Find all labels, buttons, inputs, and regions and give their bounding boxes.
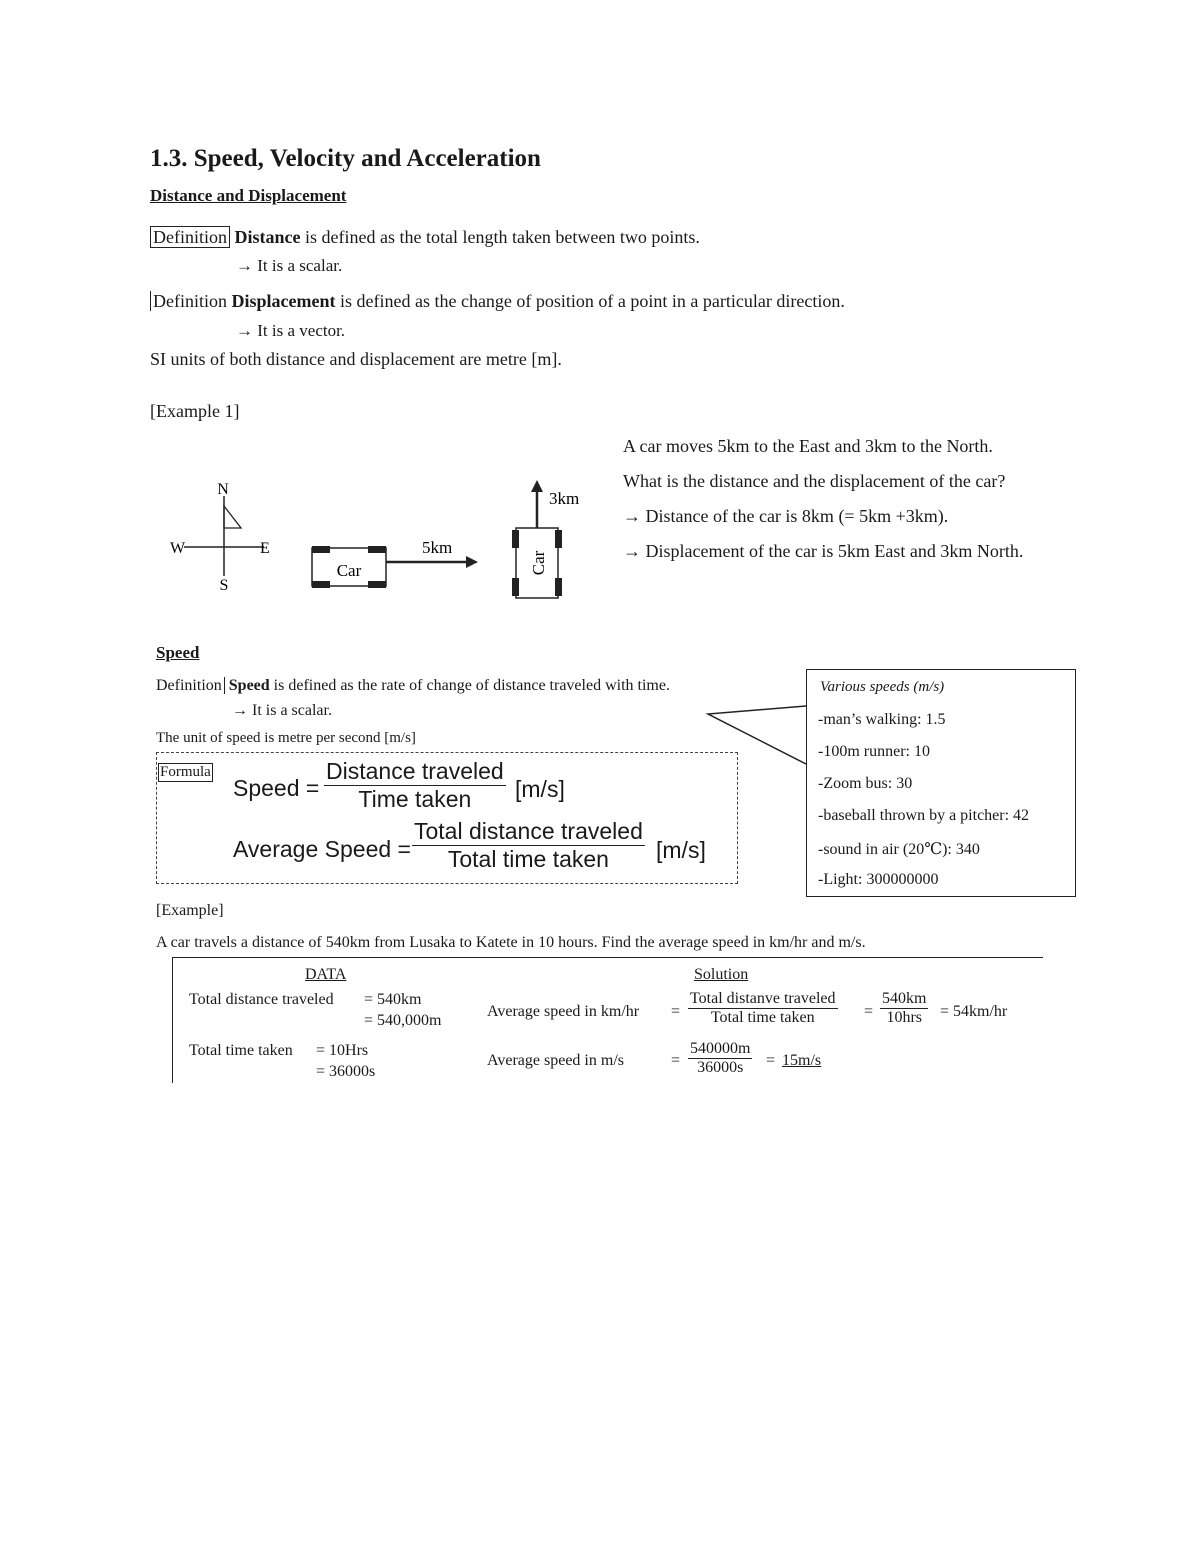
car-wheel xyxy=(555,530,562,548)
speed-formula-fraction xyxy=(324,758,506,813)
definition-text: is defined as the total length taken between two points. xyxy=(300,227,700,247)
kmhr-numerator-value: 540km xyxy=(882,990,927,1007)
speed-item: -100m runner: 10 xyxy=(818,743,930,760)
car-wheel xyxy=(368,581,386,588)
speed-item: -baseball thrown by a pitcher: 42 xyxy=(818,807,1030,824)
definition-tag: Definition xyxy=(156,677,225,694)
equals-sign: = xyxy=(864,1003,874,1020)
north-arrow-icon xyxy=(531,480,543,492)
speed-item: -man’s walking: 1.5 xyxy=(818,711,946,728)
time-value-s: = 36000s xyxy=(316,1063,376,1080)
speed-item: -Zoom bus: 30 xyxy=(818,775,913,792)
ms-equals-sign: = xyxy=(766,1052,776,1069)
definition-text: is defined as the change of position of a point in a particular direction. xyxy=(335,291,845,311)
definition-tag: Definition xyxy=(150,226,230,248)
example1-line-3: → Distance of the car is 8km (= 5km +3km). xyxy=(623,506,949,526)
speed-formula-numerator: Distance traveled xyxy=(326,758,504,784)
kmhr-fraction-values xyxy=(880,990,928,1027)
definition-term: Speed xyxy=(228,677,270,694)
various-speeds-title: Various speeds (m/s) xyxy=(820,679,945,695)
unit-line: The unit of speed is metre per second [m/s] xyxy=(156,730,416,746)
east-distance-label: 5km xyxy=(422,538,453,557)
kmhr-numerator-words: Total distanve traveled xyxy=(690,990,836,1007)
car-label: Car xyxy=(336,561,362,580)
compass-s: S xyxy=(219,577,229,594)
ms-result: 15m/s xyxy=(782,1052,822,1069)
car-label-vertical: Car xyxy=(529,550,548,576)
avg-speed-formula-numerator: Total distance traveled xyxy=(414,818,643,844)
ms-denominator: 36000s xyxy=(697,1059,744,1076)
si-units-text: SI units of both distance and displacement are metre [m]. xyxy=(150,349,562,369)
car-wheel xyxy=(512,530,519,548)
distance-label: Total distance traveled xyxy=(189,991,334,1008)
section-heading-distance: Distance and Displacement xyxy=(150,186,347,205)
compass-n: N xyxy=(217,481,229,498)
speed-item: -sound in air (20℃): 340 xyxy=(818,841,980,858)
avg-speed-formula-fraction xyxy=(412,818,645,873)
avg-speed-formula-denominator: Total time taken xyxy=(447,846,609,872)
compass-e: E xyxy=(260,540,270,557)
example-label: [Example 1] xyxy=(150,401,240,421)
speed-item: -Light: 300000000 xyxy=(818,871,939,888)
kmhr-result: = 54km/hr xyxy=(940,1003,1008,1020)
east-arrow-icon xyxy=(466,556,478,568)
time-label: Total time taken xyxy=(189,1042,293,1059)
equals-sign: = xyxy=(671,1052,681,1069)
avg-speed-ms-label: Average speed in m/s xyxy=(487,1052,624,1069)
compass-north-pointer-icon xyxy=(224,506,241,528)
various-speeds-box xyxy=(806,669,1076,897)
equals-sign: = xyxy=(671,1003,681,1020)
example1-line-1: A car moves 5km to the East and 3km to the North. xyxy=(623,436,993,456)
north-distance-label: 3km xyxy=(549,489,580,508)
car-displacement-diagram xyxy=(160,470,600,610)
definition-text: is defined as the rate of change of distance traveled with time. xyxy=(269,677,670,694)
definition-speed xyxy=(156,677,670,695)
definition-tag: Definition xyxy=(150,291,227,311)
definition-distance xyxy=(150,227,700,248)
distance-value-km: = 540km xyxy=(364,991,422,1008)
car-wheel xyxy=(312,581,330,588)
car-wheel xyxy=(512,578,519,596)
section-heading-speed: Speed xyxy=(156,643,200,662)
definition-note: → It is a vector. xyxy=(236,321,346,340)
avg-speed-kmhr-label: Average speed in km/hr xyxy=(487,1003,640,1020)
definition-note: → It is a scalar. xyxy=(236,256,343,275)
avg-speed-formula-lhs: Average Speed = xyxy=(233,836,411,862)
kmhr-denominator-value: 10hrs xyxy=(886,1009,922,1026)
example1-line-2: What is the distance and the displacement of the car? xyxy=(623,471,1006,491)
speed-formula-lhs: Speed = xyxy=(233,775,320,801)
definition-displacement xyxy=(150,291,845,312)
kmhr-fraction-words xyxy=(688,990,838,1027)
definition-term: Distance xyxy=(234,227,301,247)
example1-line-4: → Displacement of the car is 5km East and 3km North. xyxy=(623,541,1024,561)
kmhr-denominator-words: Total time taken xyxy=(710,1009,815,1026)
example2-label: [Example] xyxy=(156,902,224,919)
formula-tag: Formula xyxy=(160,764,211,780)
avg-speed-formula-unit: [m/s] xyxy=(656,837,706,863)
data-heading: DATA xyxy=(305,966,347,983)
distance-value-m: = 540,000m xyxy=(364,1012,442,1029)
example2-problem: A car travels a distance of 540km from Lusaka to Katete in 10 hours. Find the average speed in km/hr and m/s. xyxy=(156,934,866,951)
definition-note: → It is a scalar. xyxy=(232,702,332,719)
ms-numerator: 540000m xyxy=(690,1040,751,1057)
solution-heading: Solution xyxy=(694,966,749,983)
car-wheel xyxy=(555,578,562,596)
time-value-hrs: = 10Hrs xyxy=(316,1042,369,1059)
car-wheel xyxy=(312,546,330,553)
car-wheel xyxy=(368,546,386,553)
page-title: 1.3. Speed, Velocity and Acceleration xyxy=(150,145,541,172)
ms-fraction xyxy=(688,1040,752,1077)
definition-term: Displacement xyxy=(231,291,336,311)
speed-formula-denominator: Time taken xyxy=(358,786,472,812)
callout-pointer xyxy=(700,700,810,770)
speed-formula-unit: [m/s] xyxy=(515,776,565,802)
compass-w: W xyxy=(170,540,186,557)
